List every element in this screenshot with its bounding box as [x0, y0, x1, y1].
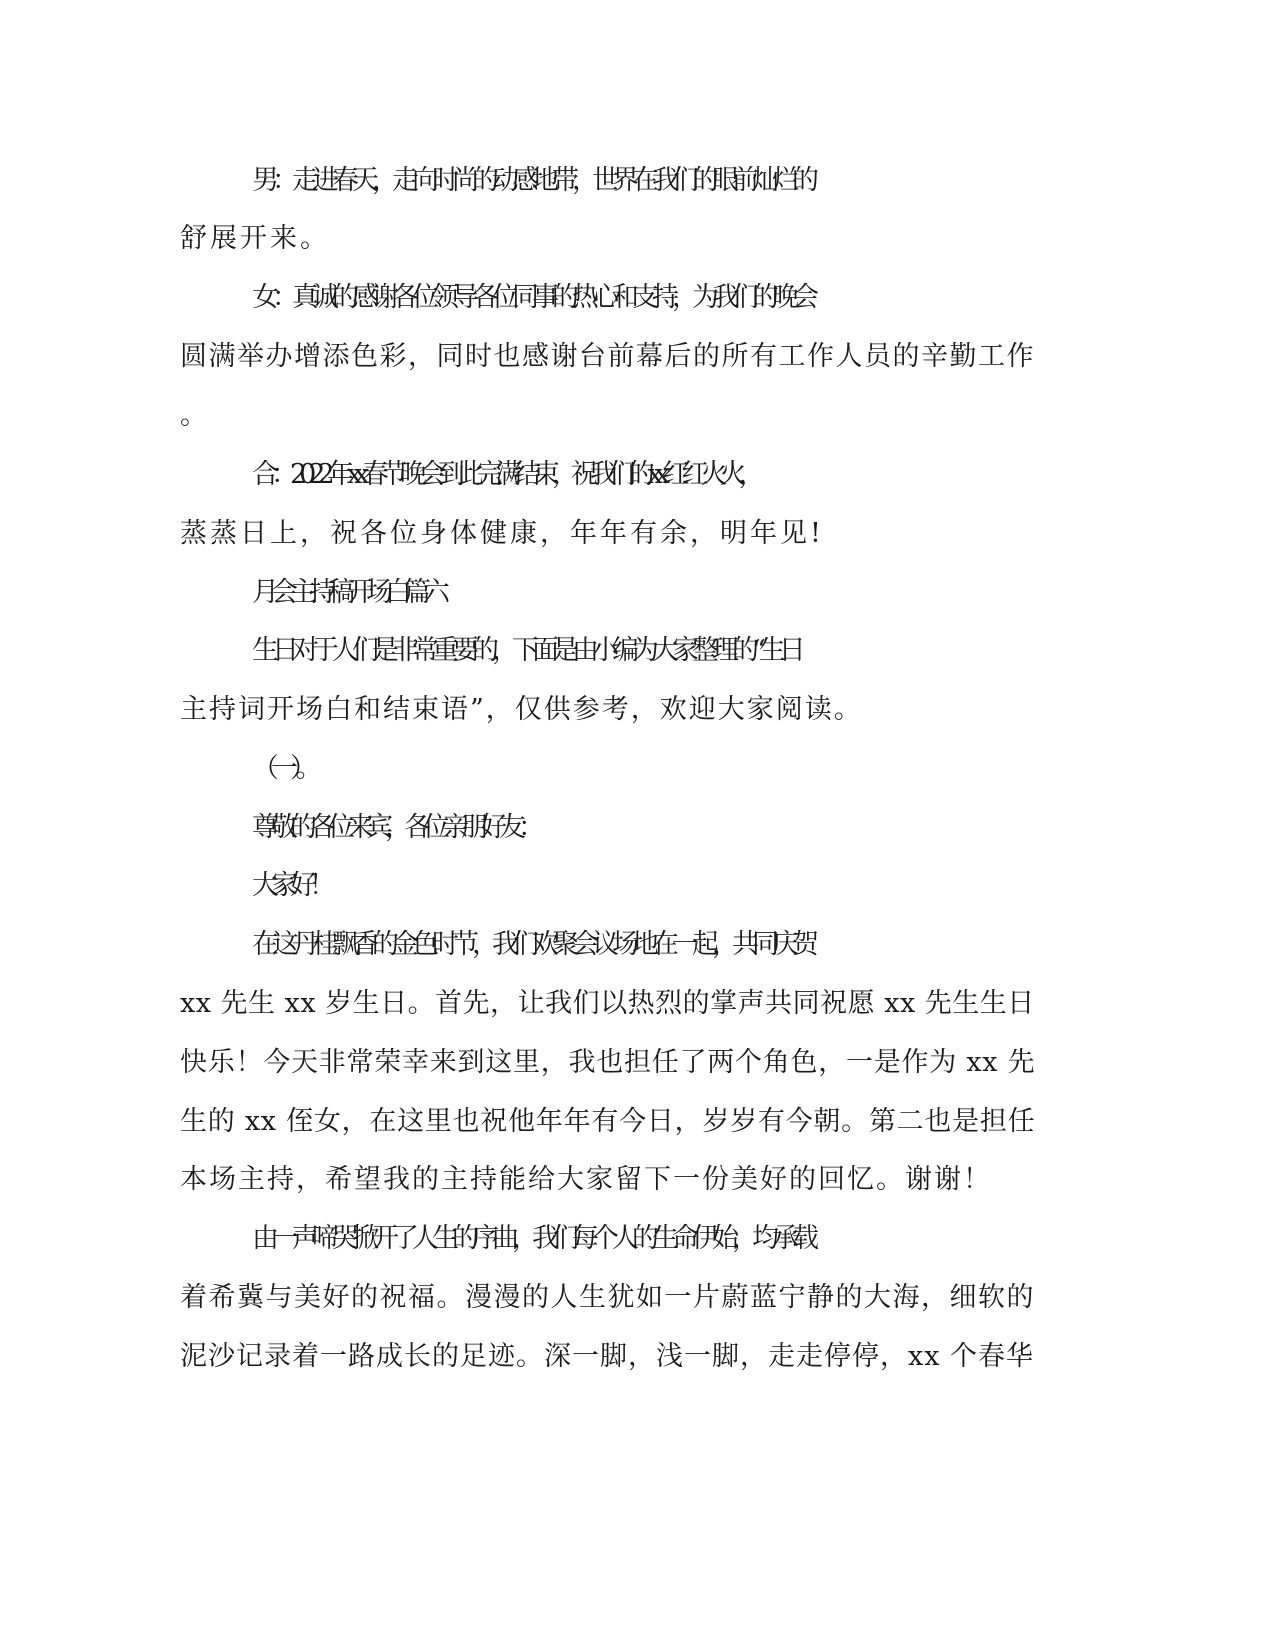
paragraph-line: 圆满举办增添色彩，同时也感谢台前幕后的所有工作人员的辛勤工作 — [180, 341, 1035, 372]
paragraph-line: 生日对于人们是非常重要的，下面是由小编为大家整理的“生日 — [252, 635, 799, 666]
paragraph-line: 生的 xx 侄女，在这里也祝他年年有今日，岁岁有今朝。第二也是担任 — [180, 1106, 1036, 1137]
paragraph-line: 女：真诚的感谢各位领导各位同事的热心和支持，为我们的晚会 — [252, 282, 812, 313]
paragraph-line: 由一声啼哭掀开了人生的序曲，我们每个人的生命伊始，均承载 — [252, 1223, 812, 1254]
section-heading: 月会主持稿开场白篇六 — [252, 577, 442, 608]
paragraph-line: 。 — [180, 400, 207, 431]
paragraph-line: 快乐！今天非常荣幸来到这里，我也担任了两个角色，一是作为 xx 先 — [180, 1047, 1036, 1078]
paragraph-line: 合：2022 年 xx 春节晚会到此完满结束，祝我们的 xx 红红火火， — [252, 459, 758, 490]
paragraph-line: 着希冀与美好的祝福。漫漫的人生犹如一片蔚蓝宁静的大海，细软的 — [180, 1282, 1035, 1313]
paragraph-line: 在这丹桂飘香的金色时节，我们欢聚会议场地在一起，共同庆贺 — [252, 929, 812, 960]
paragraph-line: 舒展开来。 — [180, 223, 330, 254]
paragraph-line: 大家好！ — [252, 870, 328, 901]
paragraph-line: （一）。 — [252, 753, 315, 784]
paragraph-line: 尊敬的各位来宾，各位亲朋好友： — [252, 812, 537, 843]
paragraph-line: 主持词开场白和结束语”，仅供参考，欢迎大家阅读。 — [180, 694, 863, 725]
paragraph-line: 蒸蒸日上，祝各位身体健康，年年有余，明年见! — [180, 518, 824, 549]
paragraph-line: 本场主持，希望我的主持能给大家留下一份美好的回忆。谢谢！ — [180, 1164, 992, 1195]
paragraph-line: 男：走进春天，走向时尚的动感地带，世界在我们的眼前灿烂的 — [252, 165, 812, 196]
paragraph-line: 泥沙记录着一路成长的足迹。深一脚，浅一脚，走走停停，xx 个春华 — [180, 1341, 1035, 1372]
paragraph-line: xx 先生 xx 岁生日。首先，让我们以热烈的掌声共同祝愿 xx 先生生日 — [180, 988, 1035, 1019]
